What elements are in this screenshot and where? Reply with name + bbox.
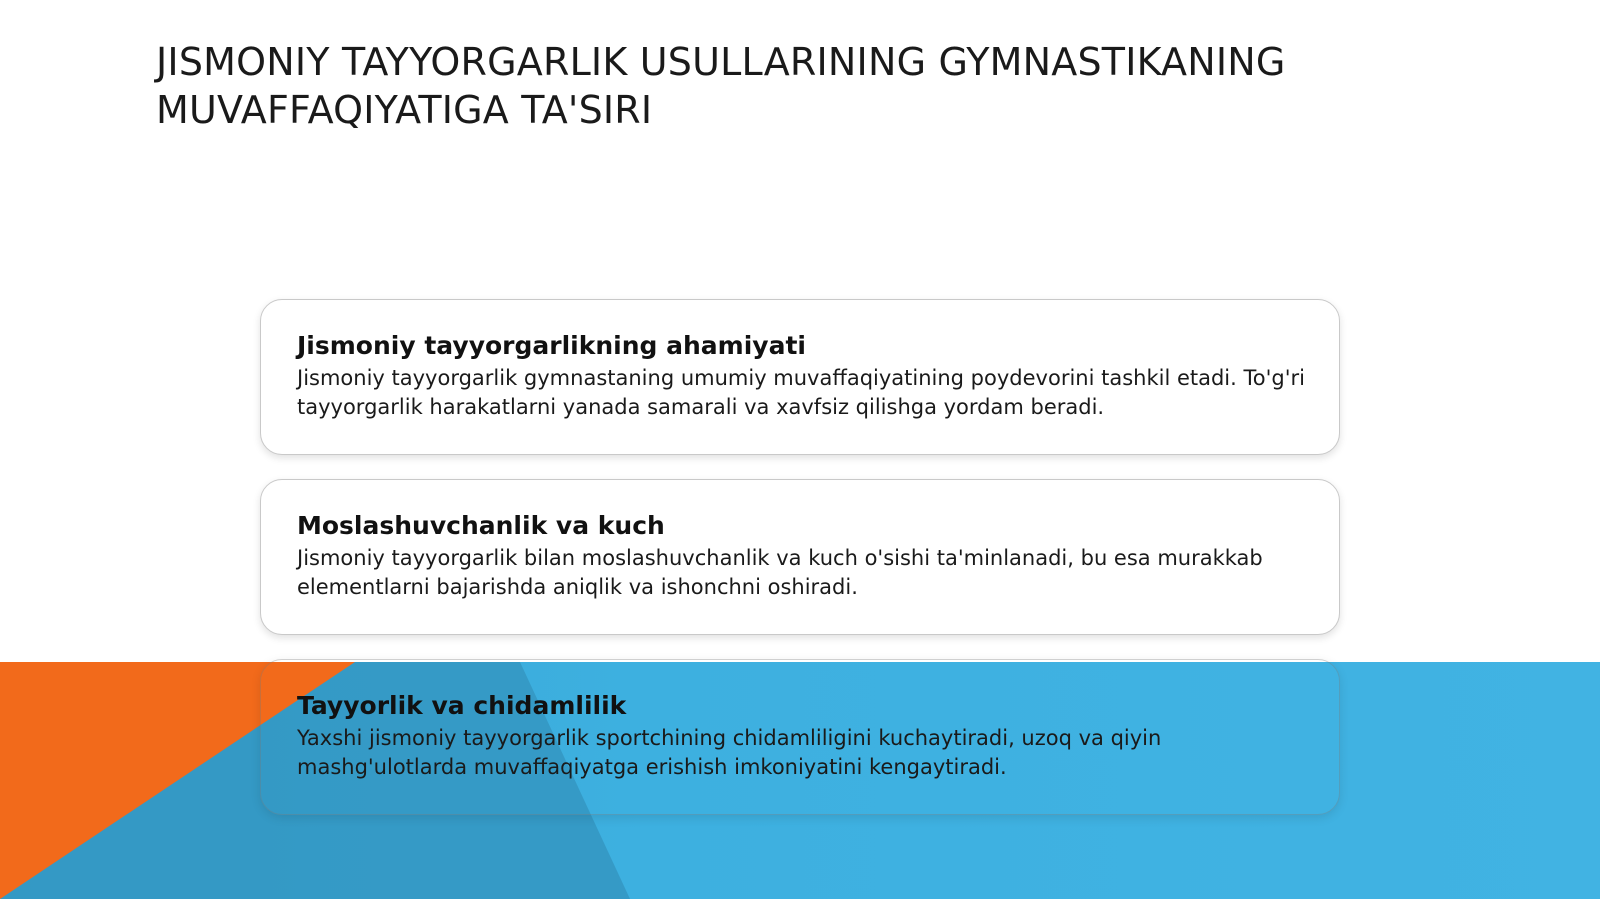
card-text: Yaxshi jismoniy tayyorgarlik sportchining chidamliligini kuchaytiradi, uzoq va qiyin mashg'ulotlarda muvaffaqiyatga erishish imkoniyatini kengaytiradi. (297, 726, 1162, 779)
card-heading: Moslashuvchanlik va kuch (297, 511, 665, 540)
slide-title: JISMONIY TAYYORGARLIK USULLARINING GYMNASTIKANING MUVAFFAQIYATIGA TA'SIRI (156, 40, 1286, 132)
card-heading: Tayyorlik va chidamlilik (297, 691, 627, 720)
card-heading: Jismoniy tayyorgarlikning ahamiyati (297, 331, 806, 360)
card-flexibility-strength (260, 479, 1340, 635)
card-readiness-endurance (260, 659, 1340, 815)
card-list (260, 299, 1340, 839)
card-text: Jismoniy tayyorgarlik gymnastaning umumiy muvaffaqiyatining poydevorini tashkil etadi. To'g'ri tayyorgarlik harakatlarni yanada samarali va xavfsiz qilishga yordam beradi. (297, 366, 1305, 419)
card-text: Jismoniy tayyorgarlik bilan moslashuvchanlik va kuch o'sishi ta'minlanadi, bu esa murakkab elementlarni bajarishda aniqlik va ishonchni oshiradi. (297, 546, 1263, 599)
card-importance (260, 299, 1340, 455)
